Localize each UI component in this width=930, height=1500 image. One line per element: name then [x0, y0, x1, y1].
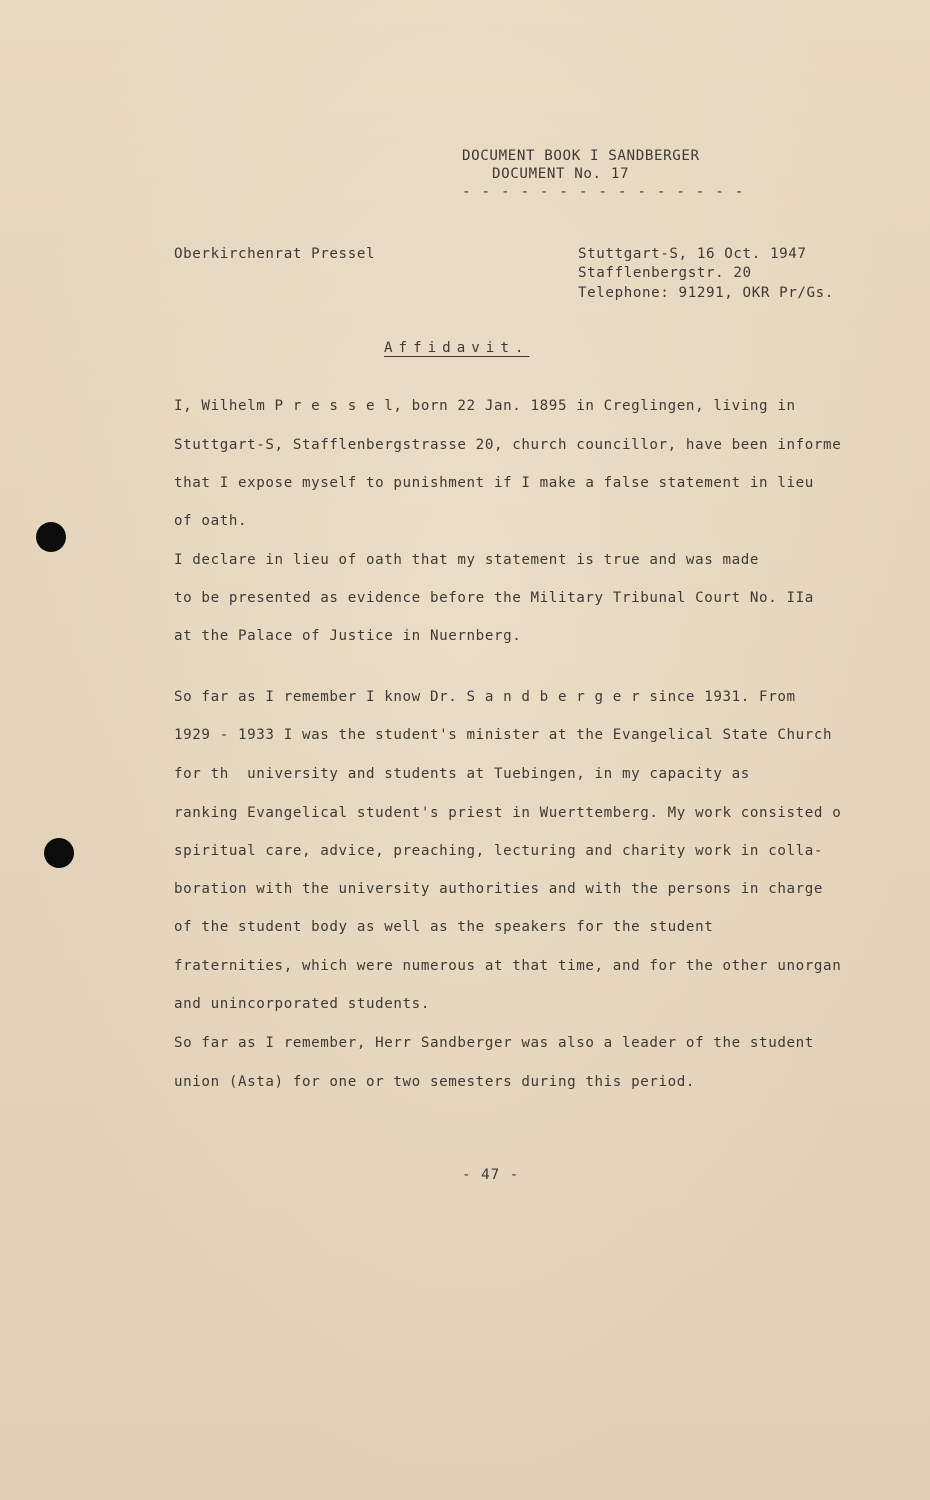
body-line: 1929 - 1933 I was the student's minister at the Evangelical State Church: [174, 727, 833, 743]
body-line: union (Asta) for one or two semesters during this period.: [174, 1074, 696, 1090]
punch-hole: [36, 522, 66, 552]
telephone-line: Telephone: 91291, OKR Pr/Gs.: [578, 285, 834, 301]
date-line: Stuttgart-S, 16 Oct. 1947: [578, 246, 807, 262]
body-line: fraternities, which were numerous at that time, and for the other unorgan: [174, 958, 842, 974]
document-number: DOCUMENT No. 17: [492, 166, 630, 182]
document-title: Affidavit.: [384, 340, 530, 356]
body-line: boration with the university authorities and with the persons in charge: [174, 881, 824, 897]
document-book-header: DOCUMENT BOOK I SANDBERGER: [462, 148, 700, 164]
page-number: - 47 -: [462, 1167, 520, 1183]
body-line: to be presented as evidence before the Military Tribunal Court No. IIa: [174, 590, 814, 606]
body-line: So far as I remember I know Dr. S a n d b e r g e r since 1931. From: [174, 689, 796, 705]
body-line: Stuttgart-S, Stafflenbergstrasse 20, church councillor, have been informe: [174, 437, 842, 453]
sender-name: Oberkirchenrat Pressel: [174, 246, 376, 262]
body-line: and unincorporated students.: [174, 996, 430, 1012]
body-line: I declare in lieu of oath that my statement is true and was made: [174, 552, 760, 568]
punch-hole: [44, 838, 74, 868]
body-line: spiritual care, advice, preaching, lecturing and charity work in colla-: [174, 843, 824, 859]
body-line: that I expose myself to punishment if I make a false statement in lieu: [174, 475, 814, 491]
body-line: of oath.: [174, 513, 248, 529]
body-line: for th university and students at Tuebingen, in my capacity as: [174, 766, 750, 782]
body-line: of the student body as well as the speakers for the student: [174, 919, 714, 935]
body-line: ranking Evangelical student's priest in Wuerttemberg. My work consisted o: [174, 805, 842, 821]
body-line: at the Palace of Justice in Nuernberg.: [174, 628, 522, 644]
body-line: So far as I remember, Herr Sandberger was also a leader of the student: [174, 1035, 814, 1051]
body-line: I, Wilhelm P r e s s e l, born 22 Jan. 1895 in Creglingen, living in: [174, 398, 796, 414]
header-rule: - - - - - - - - - - - - - - -: [462, 184, 745, 200]
street-address: Stafflenbergstr. 20: [578, 265, 752, 281]
